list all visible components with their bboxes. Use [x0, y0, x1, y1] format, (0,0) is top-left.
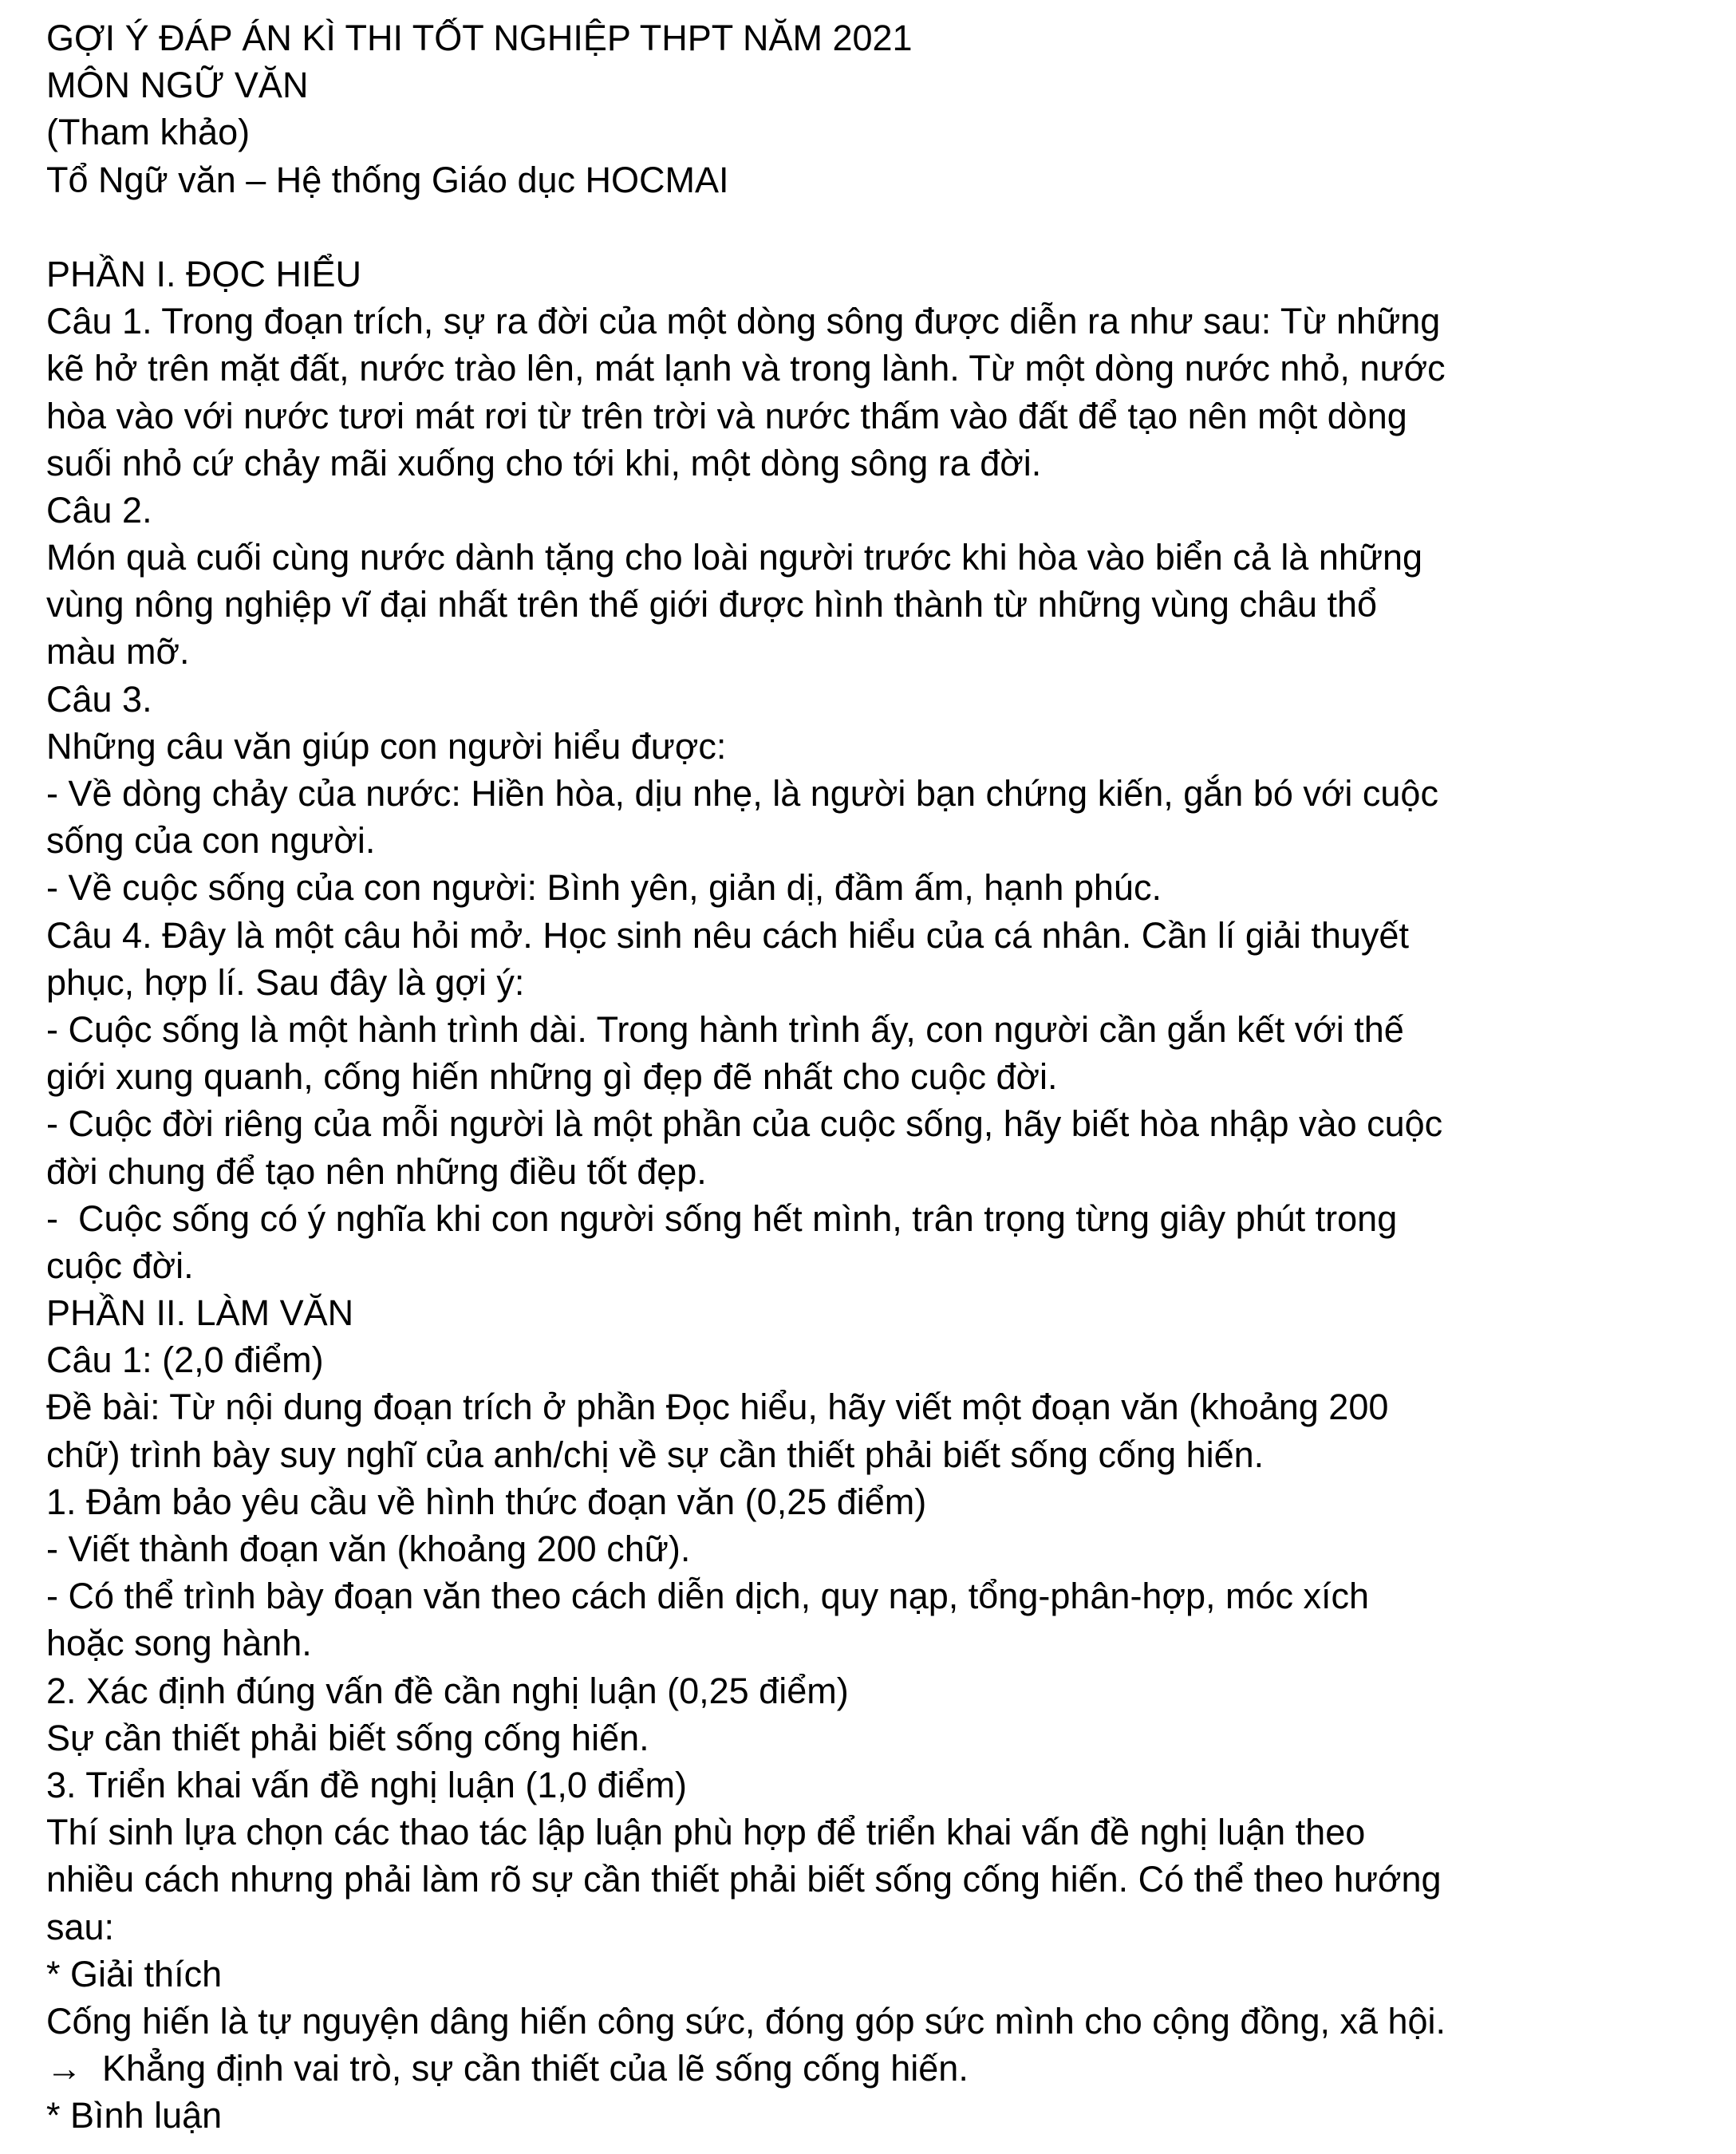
part2-line: sau: — [46, 1906, 115, 1947]
part2-line: - Viết thành đoạn văn (khoảng 200 chữ). — [46, 1529, 691, 1569]
question4-line: - Cuộc sống có ý nghĩa khi con người sống hết mình, trân trọng từng giây phút trong — [46, 1197, 1398, 1239]
part2-line: * Giải thích — [46, 1953, 223, 1994]
question3-line: - Về dòng chảy của nước: Hiền hòa, dịu nhẹ, là người bạn chứng kiến, gắn bó với cuộc — [46, 773, 1438, 814]
part2-line: hoặc song hành. — [46, 1623, 312, 1664]
part2-line: 1. Đảm bảo yêu cầu về hình thức đoạn văn (0,25 điểm) — [46, 1481, 927, 1522]
part2-line: 3. Triển khai vấn đề nghị luận (1,0 điểm) — [46, 1764, 687, 1805]
part2-line: Sự cần thiết phải biết sống cống hiến. — [46, 1717, 649, 1758]
question4-line: phục, hợp lí. Sau đây là gợi ý: — [46, 961, 525, 1003]
question2-line: vùng nông nghiệp vĩ đại nhất trên thế giới được hình thành từ những vùng châu thổ — [46, 584, 1378, 625]
part2-question1-label: Câu 1: (2,0 điểm) — [46, 1339, 324, 1381]
part2-line: 2. Xác định đúng vấn đề cần nghị luận (0,25 điểm) — [46, 1670, 849, 1711]
part2-line: - Có thể trình bày đoạn văn theo cách diễn dịch, quy nạp, tổng-phân-hợp, móc xích — [46, 1576, 1370, 1617]
question1-line: suối nhỏ cứ chảy mãi xuống cho tới khi, một dòng sông ra đời. — [46, 442, 1042, 483]
question3-line: - Về cuộc sống của con người: Bình yên, giản dị, đầm ấm, hạnh phúc. — [46, 867, 1162, 909]
part2-heading: PHẦN II. LÀM VĂN — [46, 1292, 354, 1334]
question4-line: đời chung để tạo nên những điều tốt đẹp. — [46, 1150, 707, 1192]
question1-line: Câu 1. Trong đoạn trích, sự ra đời của một dòng sông được diễn ra như sau: Từ những — [46, 301, 1441, 342]
subject-line: MÔN NGỮ VĂN — [46, 65, 309, 106]
reference-note: (Tham khảo) — [46, 112, 251, 153]
question1-line: kẽ hở trên mặt đất, nước trào lên, mát lạnh và trong lành. Từ một dòng nước nhỏ, nước — [46, 348, 1446, 389]
question2-line: màu mỡ. — [46, 631, 190, 673]
part2-line: Thí sinh lựa chọn các thao tác lập luận phù hợp để triển khai vấn đề nghị luận theo — [46, 1812, 1366, 1853]
question4-line: cuộc đời. — [46, 1245, 194, 1286]
part2-line: Đề bài: Từ nội dung đoạn trích ở phần Đọc hiểu, hãy viết một đoạn văn (khoảng 200 — [46, 1387, 1389, 1428]
document-page — [46, 14, 1706, 2139]
part2-line: * Bình luận — [46, 2095, 223, 2136]
question2-label: Câu 2. — [46, 489, 152, 531]
question4-line: giới xung quanh, cống hiến những gì đẹp đẽ nhất cho cuộc đời. — [46, 1056, 1058, 1098]
spacer — [46, 203, 1706, 251]
question4-line: - Cuộc đời riêng của mỗi người là một phần của cuộc sống, hãy biết hòa nhập vào cuộc — [46, 1103, 1443, 1145]
part1-heading: PHẦN I. ĐỌC HIỂU — [46, 253, 362, 294]
question3-label: Câu 3. — [46, 678, 152, 720]
part2-line: → Khẳng định vai trò, sự cần thiết của lẽ sống cống hiến. — [46, 2048, 969, 2089]
author-line: Tổ Ngữ văn – Hệ thống Giáo dục HOCMAI — [46, 159, 729, 200]
part2-line: Cống hiến là tự nguyện dâng hiến công sức, đóng góp sức mình cho cộng đồng, xã hội. — [46, 2000, 1446, 2042]
question3-line: sống của con người. — [46, 820, 376, 862]
question3-line: Những câu văn giúp con người hiểu được: — [46, 725, 727, 767]
document-title: GỢI Ý ĐÁP ÁN KÌ THI TỐT NGHIỆP THPT NĂM 2021 — [46, 18, 913, 58]
question4-line: Câu 4. Đây là một câu hỏi mở. Học sinh nêu cách hiểu của cá nhân. Cần lí giải thuyết — [46, 914, 1409, 956]
part2-line: chữ) trình bày suy nghĩ của anh/chị về sự cần thiết phải biết sống cống hiến. — [46, 1434, 1265, 1475]
question1-line: hòa vào với nước tươi mát rơi từ trên trời và nước thấm vào đất để tạo nên một dòng — [46, 395, 1407, 436]
question2-line: Món quà cuối cùng nước dành tặng cho loài người trước khi hòa vào biển cả là những — [46, 537, 1423, 578]
question4-line: - Cuộc sống là một hành trình dài. Trong hành trình ấy, con người cần gắn kết với thế — [46, 1008, 1404, 1050]
part2-line: nhiều cách nhưng phải làm rõ sự cần thiết phải biết sống cống hiến. Có thể theo hướng — [46, 1859, 1442, 1900]
